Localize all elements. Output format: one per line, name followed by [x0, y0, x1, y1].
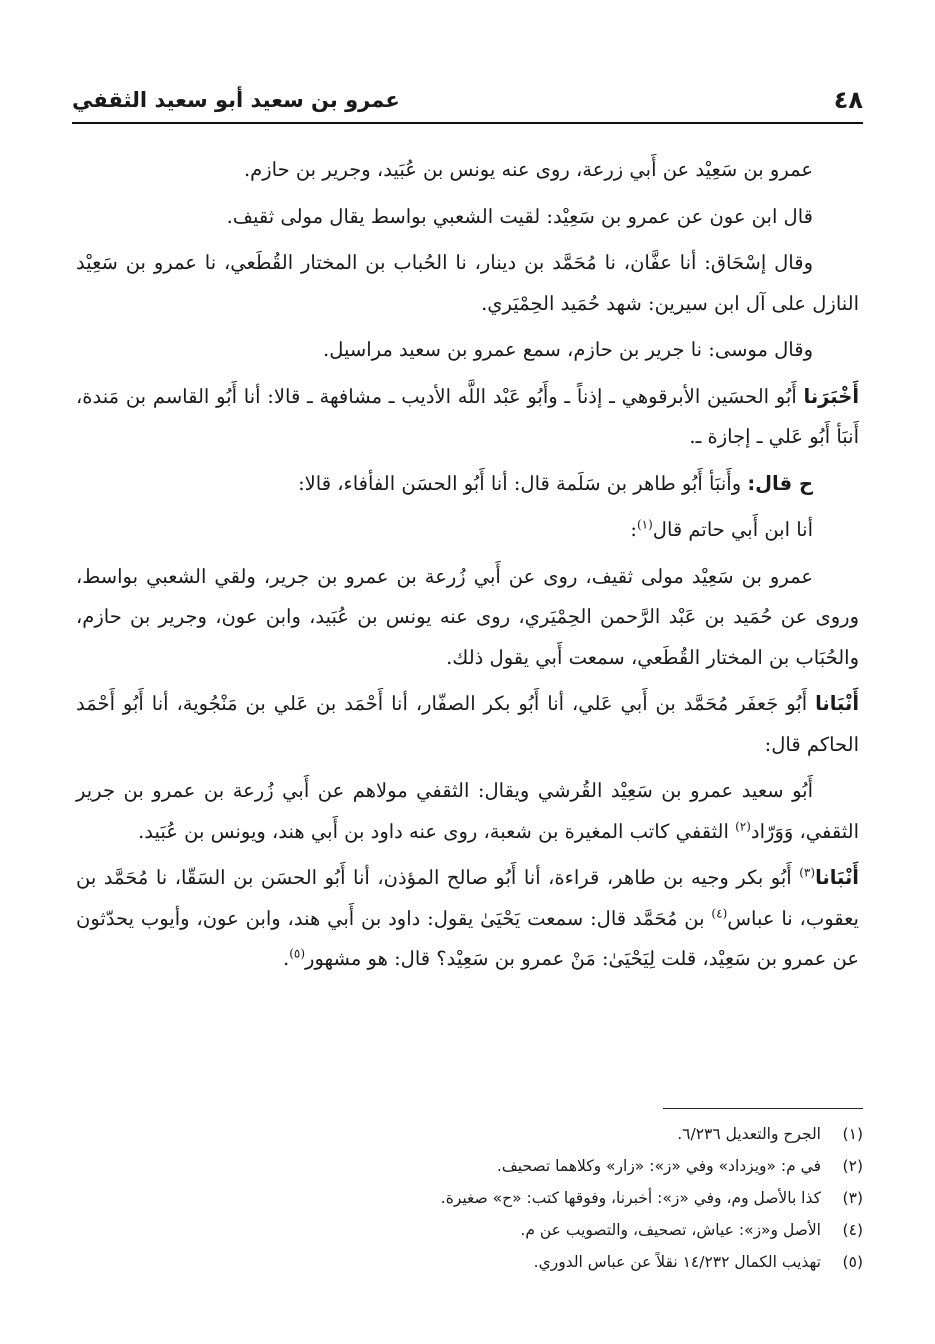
paragraph: [76, 243, 859, 324]
paragraph-text: أَبُو بكر وجيه بن طاهر، قراءة، أنا أَبُو صالح المؤذن، أنا أَبُو الحسَن بن السَقّا، نا مُحَمَّد بن يعقوب، نا عباس: [76, 866, 859, 930]
paragraph: [76, 197, 859, 238]
footnote-number: (٥): [842, 1253, 863, 1271]
paragraph-tail: الثقفي كاتب المغيرة بن شعبة، روى عنه داود بن أَبي هند، ويونس بن عُبَيد.: [138, 819, 736, 843]
paragraph-text: وأَنبَأ أَبُو طاهر بن سَلَمة قال: أنا أَبُو الحسَن الفأفاء، قالا:: [298, 471, 742, 495]
footnote-text: في م: «ويزداد» وفي «ز»: «زار» وكلاهما تصحيف.: [496, 1157, 821, 1175]
isnad-lead: أَخْبَرَنا: [803, 384, 860, 408]
footnote-ref[interactable]: (٥): [289, 946, 306, 961]
page-number: ٤٨: [833, 86, 863, 114]
isnad-lead: أَنْبَانا: [815, 866, 859, 889]
page-header: [72, 82, 863, 124]
footnote-item: [76, 1214, 863, 1246]
paragraph: [76, 377, 859, 458]
paragraph-text: أنا ابن أَبي حاتم قال: [652, 518, 813, 541]
paragraph-tail: .: [283, 947, 290, 970]
footnote-number: (٢): [842, 1157, 863, 1175]
paragraph-text: عمرو بن سَعِيْد عن أَبي زرعة، روى عنه يونس بن عُبَيد، وجرير بن حازم.: [243, 158, 813, 181]
footnote-ref[interactable]: (٣): [799, 865, 816, 880]
footnote-text: كذا بالأصل وم، وفي «ز»: أخبرنا، وفوقها كتب: «ح» صغيرة.: [440, 1189, 821, 1207]
isnad-lead: ح قال:: [747, 471, 813, 495]
footnotes: [76, 1118, 863, 1278]
footnote-number: (١): [842, 1125, 863, 1143]
footnote-item: [76, 1182, 863, 1214]
running-head: عمرو بن سعيد أبو سعيد الثقفي: [72, 88, 400, 112]
paragraph: [76, 330, 859, 371]
footnote-text: الجرح والتعديل ٦/٢٣٦.: [677, 1125, 821, 1143]
paragraph-tail: بن مُحَمَّد قال: سمعت يَحْيَىٰ يقول: داود بن أَبي هند، وابن عون، وأيوب يحدّثون عن عمرو بن سَعِيْد، قلت لِيَحْيَىٰ: مَنْ عمرو بن سَعِيْد؟ قال: هو مشهور: [76, 906, 859, 970]
paragraph: [76, 510, 859, 551]
footnote-divider: [663, 1108, 863, 1109]
paragraph: [76, 557, 859, 679]
paragraph-text: أَبُو الحسَين الأبرقوهي ـ إذناً ـ وأَبُو عَبْد اللَّه الأديب ـ مشافهة ـ قالا: أنا أَبُو القاسم بن مَندة، أَنبَأ أَبُو عَلي ـ إجازة ـ.: [76, 384, 859, 448]
footnote-item: [76, 1118, 863, 1150]
paragraph-text: قال ابن عون عن عمرو بن سَعِيْد: لقيت الشعبي بواسط يقال مولى ثقيف.: [226, 204, 813, 228]
footnote-text: تهذيب الكمال ١٤/٢٣٢ نقلاً عن عباس الدوري.: [533, 1253, 821, 1271]
paragraph: [76, 150, 859, 191]
footnote-ref[interactable]: (٢): [735, 819, 751, 833]
footnote-number: (٤): [842, 1221, 863, 1239]
paragraph: [76, 684, 859, 765]
footnote-number: (٣): [842, 1189, 863, 1207]
paragraph: [76, 464, 859, 505]
paragraph-text: أَبُو سعيد عمرو بن سَعِيْد القُرشي ويقال: الثقفي مولاهم عن أَبي زُرعة بن عمرو بن جرير الثقفي، وَوَرّاد: [76, 779, 859, 843]
footnote-text: الأصل و«ز»: عياش، تصحيف، والتصويب عن م.: [520, 1221, 821, 1239]
footnote-ref[interactable]: (١): [636, 517, 653, 532]
paragraph: [76, 771, 859, 852]
footnote-item: [76, 1246, 863, 1278]
paragraph-text: وقال إسْحَاق: أنا عفَّان، نا مُحَمَّد بن دينار، نا الحُباب بن المختار القُطَعي، نا عمرو بن سَعِيْد النازل على آل ابن سيرين: شهد حُمَيد الحِمْيَري.: [76, 251, 859, 315]
paragraph-text: وقال موسى: نا جرير بن حازم، سمع عمرو بن سعيد مراسيل.: [323, 338, 813, 361]
paragraph-text: أَبُو جَعفَر مُحَمَّد بن أَبي عَلي، أنا أَبُو بكر الصفّار، أنا أَحْمَد بن عَلي بن مَنْجُوية، أنا أَبُو أَحْمَد الحاكم قال:: [76, 692, 859, 756]
footnote-item: [76, 1150, 863, 1182]
paragraph-text: عمرو بن سَعِيْد مولى ثقيف، روى عن أَبي زُرعة بن عمرو بن جرير، ولقي الشعبي بواسط، وروى عن حُمَيد بن عَبْد الرَّحمن الحِمْيَري، روى عنه يونس بن عُبَيد، وابن عون، وجرير بن حازم، والحُبَاب بن المختار القُطَعي، سمعت أَبي يقول ذلك.: [76, 564, 859, 669]
paragraph: [76, 858, 859, 980]
footnote-ref[interactable]: (٤): [711, 906, 728, 920]
isnad-lead: أَنْبَانا: [815, 692, 860, 715]
main-text: [76, 150, 859, 986]
paragraph-tail: :: [630, 518, 637, 541]
